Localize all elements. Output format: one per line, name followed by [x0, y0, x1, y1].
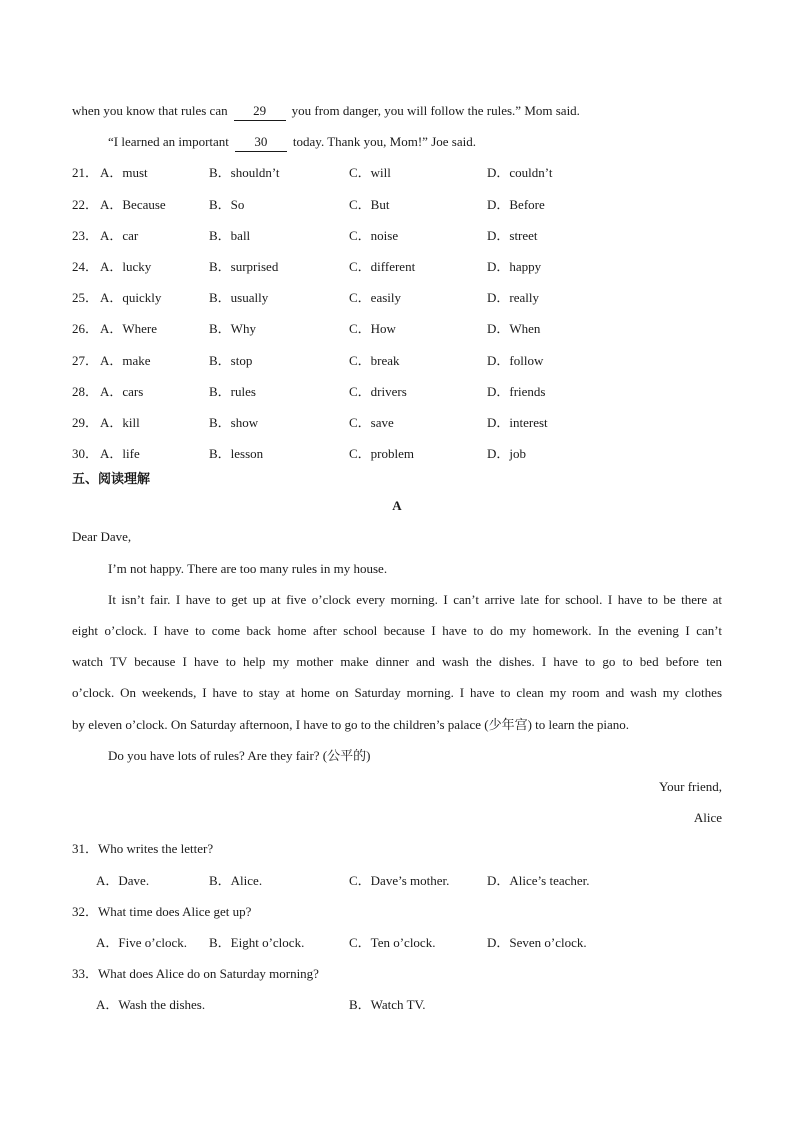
option-c: C．Ten o’clock. [349, 935, 436, 950]
letter-greeting: Dear Dave, [72, 529, 132, 544]
option-a: A．Five o’clock. [96, 935, 187, 950]
letter-paragraph-1: I’m not happy. There are too many rules in my house. [108, 561, 388, 576]
option-b: B．Why [209, 321, 256, 336]
letter-paragraph-3: Do you have lots of rules? Are they fair? (公平的) [108, 748, 371, 763]
paragraph-line: eight o’clock. I have to come back home after school because I have to do my homework. In the evening I can’t [72, 623, 722, 638]
question-stem: 33．What does Alice do on Saturday morning? [72, 966, 319, 981]
section-title: 五、阅读理解 [72, 471, 151, 486]
option-c: C．But [349, 197, 390, 212]
paragraph-line: It isn’t fair. I have to get up at five o’clock every morning. I can’t arrive late for school. I have to be there at [108, 592, 722, 607]
question-number: 23． [72, 228, 99, 243]
option-b: B．rules [209, 384, 256, 399]
option-b: B．surprised [209, 259, 279, 274]
option-b: B．usually [209, 290, 269, 305]
option-d: D．When [487, 321, 541, 336]
passage-text: when you know that rules can [72, 103, 228, 118]
option-a: A．quickly [100, 290, 162, 305]
question-number: 25． [72, 290, 99, 305]
option-d: D．couldn’t [487, 165, 553, 180]
option-d: D．really [487, 290, 539, 305]
question-stem: 31．Who writes the letter? [72, 841, 214, 856]
option-a: A．Where [100, 321, 158, 336]
option-d: D．Seven o’clock. [487, 935, 587, 950]
option-c: C．How [349, 321, 396, 336]
question-number: 30． [72, 446, 99, 461]
option-d: D．happy [487, 259, 542, 274]
option-d: D．follow [487, 353, 544, 368]
letter-paragraph-2 [72, 591, 722, 715]
question-number: 24． [72, 259, 99, 274]
blank-29: 29 [234, 102, 286, 121]
option-c: C．different [349, 259, 416, 274]
paragraph-line-last: by eleven o’clock. On Saturday afternoon, I have to go to the children’s palace (少年宫) to learn the piano. [72, 717, 630, 732]
passage-text: today. Thank you, Mom!” Joe said. [292, 134, 476, 149]
option-c: C．easily [349, 290, 401, 305]
option-a: A．Wash the dishes. [96, 997, 206, 1012]
option-d: D．interest [487, 415, 548, 430]
option-c: C．break [349, 353, 400, 368]
option-b: B．ball [209, 228, 251, 243]
passage-label: A [392, 498, 402, 513]
option-b: B．lesson [209, 446, 264, 461]
option-a: A．must [100, 165, 148, 180]
question-number: 21． [72, 165, 99, 180]
option-d: D．Alice’s teacher. [487, 873, 590, 888]
passage-line-2 [108, 133, 476, 152]
option-b: B．shouldn’t [209, 165, 280, 180]
option-b: B．stop [209, 353, 253, 368]
option-a: A．life [100, 446, 140, 461]
letter-closing: Your friend, [659, 779, 722, 794]
blank-30: 30 [235, 133, 287, 152]
paragraph-line: watch TV because I have to help my mother make dinner and wash the dishes. I have to go to bed before ten [72, 654, 722, 669]
question-number: 22． [72, 197, 99, 212]
option-c: C．noise [349, 228, 399, 243]
option-d: D．job [487, 446, 527, 461]
passage-text: “I learned an important [108, 134, 229, 149]
paragraph-line: o’clock. On weekends, I have to stay at home on Saturday morning. I have to clean my room and wash my clothes [72, 685, 722, 700]
option-c: C．Dave’s mother. [349, 873, 450, 888]
option-b: B．Watch TV. [349, 997, 426, 1012]
option-a: A．Because [100, 197, 166, 212]
option-d: D．Before [487, 197, 545, 212]
question-number: 26． [72, 321, 99, 336]
option-b: B．show [209, 415, 259, 430]
option-c: C．drivers [349, 384, 407, 399]
passage-line-1 [72, 102, 580, 121]
option-b: B．So [209, 197, 245, 212]
option-a: A．lucky [100, 259, 152, 274]
option-a: A．make [100, 353, 151, 368]
option-c: C．will [349, 165, 391, 180]
letter-signature: Alice [693, 810, 722, 825]
option-b: B．Eight o’clock. [209, 935, 305, 950]
option-a: A．cars [100, 384, 144, 399]
option-a: A．Dave. [96, 873, 150, 888]
question-stem: 32．What time does Alice get up? [72, 904, 252, 919]
question-number: 29． [72, 415, 99, 430]
option-a: A．kill [100, 415, 140, 430]
option-d: D．friends [487, 384, 546, 399]
question-number: 27． [72, 353, 99, 368]
option-c: C．save [349, 415, 394, 430]
option-d: D．street [487, 228, 538, 243]
passage-text: you from danger, you will follow the rules.” Mom said. [291, 103, 580, 118]
option-a: A．car [100, 228, 139, 243]
option-c: C．problem [349, 446, 414, 461]
option-b: B．Alice. [209, 873, 263, 888]
question-number: 28． [72, 384, 99, 399]
